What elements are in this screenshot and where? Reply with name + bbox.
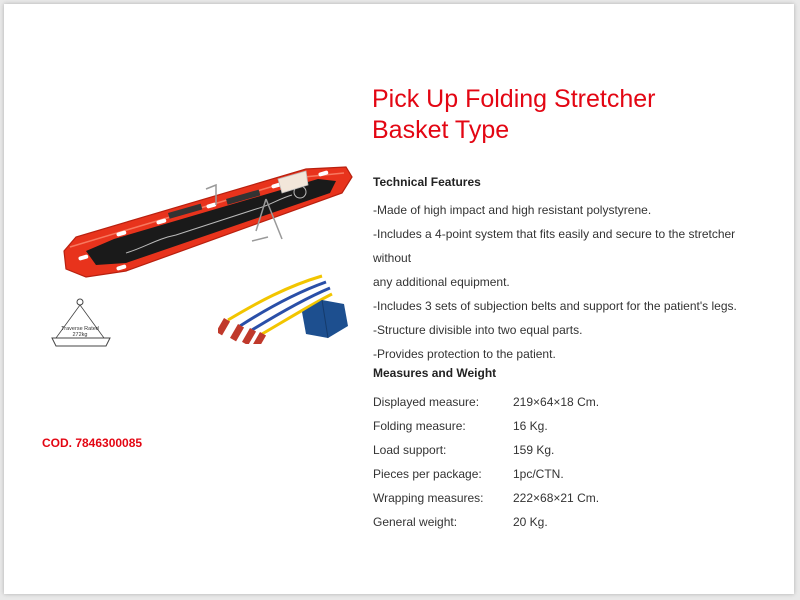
spec-sheet-page [4,4,794,594]
feature-line: -Includes 3 sets of subjection belts and support for the patient's legs. [373,299,737,313]
measure-value: 16 Kg. [513,419,548,433]
measure-row [373,390,673,414]
feature-line: any additional equipment. [373,275,510,289]
measure-row [373,414,673,438]
feature-line: -Includes a 4-point system that fits easily and secure to the stretcher without [373,227,736,265]
measure-row [373,510,673,534]
measure-row [373,438,673,462]
hoist-rating-icon [48,294,120,350]
feature-line: -Made of high impact and high resistant polystyrene. [373,203,652,217]
measure-label: Pieces per package: [373,467,482,481]
product-title-line2: Basket Type [372,116,510,144]
measure-label: General weight: [373,515,458,529]
measure-label: Displayed measure: [373,395,480,409]
straps-bag-illustration [218,272,358,344]
hoist-rating-line1: Traverse Rated [61,326,99,332]
hoist-rating-line2: 272kg [72,332,88,338]
measure-label: Wrapping measures: [373,491,484,505]
technical-features-list [373,198,763,366]
measure-value: 219×64×18 Cm. [513,395,600,409]
measure-value: 222×68×21 Cm. [513,491,600,505]
technical-features-heading: Technical Features [373,175,481,189]
measure-value: 159 Kg. [513,443,555,457]
measures-heading: Measures and Weight [373,366,497,380]
measure-label: Load support: [373,443,447,457]
product-title [372,84,655,146]
measures-table [373,390,673,534]
product-code: COD. 7846300085 [42,436,143,450]
feature-line: -Structure divisible into two equal parts. [373,323,583,337]
measure-value: 20 Kg. [513,515,548,529]
measure-label: Folding measure: [373,419,466,433]
feature-line: -Provides protection to the patient. [373,347,556,361]
measure-row [373,486,673,510]
product-title-line1: Pick Up Folding Stretcher [372,85,656,113]
measure-value: 1pc/CTN. [513,467,564,481]
measure-row [373,462,673,486]
